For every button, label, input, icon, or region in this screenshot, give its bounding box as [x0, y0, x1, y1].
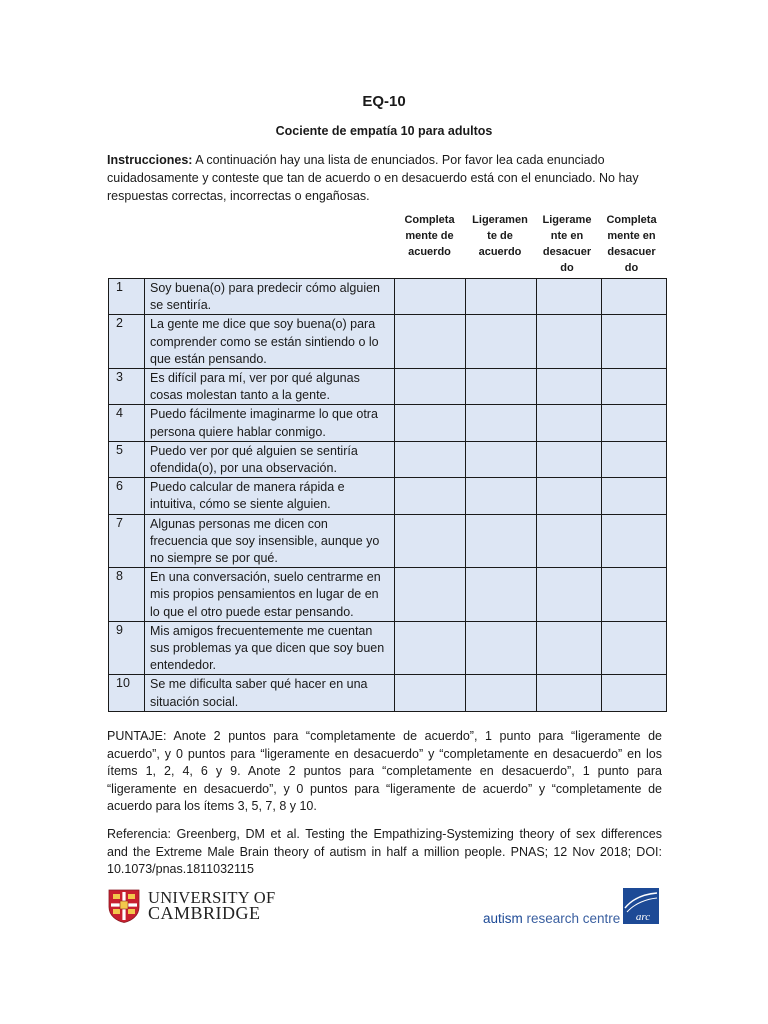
statement-line: comprender como se están sintiendo o lo: [150, 334, 379, 349]
university-line2: CAMBRIDGE: [148, 903, 261, 923]
statement-line: Se me dificulta saber qué hacer en una: [150, 677, 368, 692]
answer-cell-completely-agree[interactable]: [395, 441, 466, 477]
answer-cell-completely-disagree[interactable]: [602, 315, 667, 369]
answer-cell-completely-agree[interactable]: [395, 279, 466, 315]
statement-line: ofendida(o), por una observación.: [150, 461, 337, 476]
answer-cell-slightly-disagree[interactable]: [537, 478, 602, 514]
statement-line: La gente me dice que soy buena(o) para: [150, 317, 376, 332]
arc-word-autism: autism: [483, 911, 523, 926]
answer-cell-completely-agree[interactable]: [395, 568, 466, 622]
statement-line: no siempre se por qué.: [150, 551, 278, 566]
table-row: [109, 315, 667, 369]
answer-cell-completely-agree[interactable]: [395, 315, 466, 369]
column-header-line: Ligeramen: [472, 214, 528, 226]
answer-cell-completely-agree[interactable]: [395, 514, 466, 568]
item-number: 2: [109, 315, 145, 369]
answer-cell-completely-disagree[interactable]: [602, 279, 667, 315]
column-header-line: desacuer: [607, 246, 656, 258]
answer-cell-slightly-disagree[interactable]: [537, 405, 602, 441]
answer-cell-completely-disagree[interactable]: [602, 568, 667, 622]
item-number: 3: [109, 369, 145, 405]
statement-line: Puedo ver por qué alguien se sentiría: [150, 443, 358, 458]
document-subtitle: Cociente de empatía 10 para adultos: [275, 124, 493, 138]
answer-cell-slightly-agree[interactable]: [466, 621, 537, 675]
document-title: EQ-10: [362, 93, 406, 110]
answer-cell-completely-disagree[interactable]: [602, 621, 667, 675]
arc-mark-text: arc: [635, 911, 651, 923]
statement-line: mis propios pensamientos en lugar de en: [150, 587, 379, 602]
statement-line: Soy buena(o) para predecir cómo alguien: [150, 281, 380, 295]
answer-cell-slightly-disagree[interactable]: [537, 568, 602, 622]
statement-line: sus problemas ya que dicen que soy buen: [150, 641, 385, 656]
item-statement: [145, 315, 395, 369]
statement-line: entendedor.: [150, 658, 217, 673]
answer-cell-completely-disagree[interactable]: [602, 369, 667, 405]
questionnaire-table: [108, 278, 667, 712]
answer-cell-slightly-disagree[interactable]: [537, 315, 602, 369]
answer-cell-completely-disagree[interactable]: [602, 514, 667, 568]
answer-cell-completely-disagree[interactable]: [602, 441, 667, 477]
statement-line: cosas molestan tanto a la gente.: [150, 388, 330, 403]
answer-cell-slightly-disagree[interactable]: [537, 514, 602, 568]
table-row: [109, 621, 667, 675]
statement-line: lo que el otro puede estar pensando.: [150, 604, 354, 619]
item-number: 5: [109, 441, 145, 477]
column-header-line: acuerdo: [408, 246, 451, 258]
answer-cell-completely-agree[interactable]: [395, 405, 466, 441]
answer-cell-completely-agree[interactable]: [395, 369, 466, 405]
answer-cell-slightly-agree[interactable]: [466, 478, 537, 514]
answer-cell-slightly-agree[interactable]: [466, 441, 537, 477]
statement-line: En una conversación, suelo centrarme en: [150, 570, 381, 585]
instructions-text: A continuación hay una lista de enunciados. Por favor lea cada enunciado cuidadosamente y conteste que tan de acuerdo o en desacuerdo está con el enunciado. No hay respuestas correctas, incorrectas o engañosas.: [107, 153, 639, 203]
answer-cell-completely-disagree[interactable]: [602, 675, 667, 711]
scoring-paragraph: PUNTAJE: Anote 2 puntos para “completamente de acuerdo”, 1 punto para “ligeramente de acuerdo”, y 0 puntos para “ligeramente en desacuerdo” y “completamente en desacuerdo” en los ítems 1, 2, 4, 6 y 9. Anote 2 puntos para “completamente en desacuerdo”, 1 punto para “ligeramente en desacuerdo”, y 0 puntos para “ligeramente de acuerdo” y “completamente de acuerdo para los ítems 3, 5, 7, 8 y 10.: [107, 729, 662, 813]
table-row: [109, 568, 667, 622]
item-statement: [145, 621, 395, 675]
column-header-line: do: [624, 262, 639, 274]
item-statement: [145, 514, 395, 568]
column-header-completely-disagree: [599, 212, 664, 276]
statement-line: Mis amigos frecuentemente me cuentan: [150, 623, 373, 638]
item-statement: [145, 405, 395, 441]
reference-paragraph: Referencia: Greenberg, DM et al. Testing the Empathizing-Systemizing theory of sex differences and the Extreme Male Brain theory of autism in half a million people. PNAS; 12 Nov 2018; DOI: 10.1073/pnas.1811032115: [107, 827, 662, 876]
answer-cell-slightly-agree[interactable]: [466, 279, 537, 315]
answer-cell-slightly-agree[interactable]: [466, 315, 537, 369]
university-line1: UNIVERSITY OF: [148, 888, 276, 907]
item-number: 7: [109, 514, 145, 568]
answer-cell-completely-agree[interactable]: [395, 621, 466, 675]
answer-cell-slightly-disagree[interactable]: [537, 621, 602, 675]
column-header-line: Completa: [606, 214, 657, 226]
item-number: 6: [109, 478, 145, 514]
statement-line: Puedo fácilmente imaginarme lo que otra: [150, 407, 378, 422]
column-header-line: nte en: [550, 230, 584, 242]
cambridge-shield-icon: [108, 889, 140, 923]
item-statement: [145, 279, 395, 315]
column-header-line: acuerdo: [478, 246, 522, 258]
statement-line: se sentiría.: [150, 298, 212, 313]
statement-line: Puedo calcular de manera rápida e: [150, 480, 345, 495]
table-row: [109, 369, 667, 405]
answer-cell-slightly-agree[interactable]: [466, 514, 537, 568]
table-row: [109, 514, 667, 568]
arc-word-research-centre: research centre: [522, 911, 621, 926]
column-header-slightly-disagree: [535, 212, 599, 276]
statement-line: frecuencia que soy insensible, aunque yo: [150, 533, 380, 548]
answer-cell-completely-agree[interactable]: [395, 675, 466, 711]
column-header-line: desacuer: [542, 246, 592, 258]
answer-cell-slightly-agree[interactable]: [466, 369, 537, 405]
answer-cell-slightly-disagree[interactable]: [537, 675, 602, 711]
item-statement: [145, 478, 395, 514]
answer-cell-completely-disagree[interactable]: [602, 478, 667, 514]
item-statement: [145, 568, 395, 622]
table-row: [109, 441, 667, 477]
item-statement: [145, 675, 395, 711]
column-header-line: mente de: [405, 230, 454, 242]
statement-line: Es difícil para mí, ver por qué algunas: [150, 371, 360, 386]
answer-cell-slightly-disagree[interactable]: [537, 369, 602, 405]
table-row: [109, 405, 667, 441]
statement-line: que están pensando.: [150, 351, 267, 366]
statement-line: situación social.: [150, 694, 239, 709]
column-header-line: mente en: [607, 230, 656, 242]
item-number: 10: [109, 675, 145, 711]
table-row: [109, 478, 667, 514]
item-statement: [145, 369, 395, 405]
statement-line: Algunas personas me dicen con: [150, 516, 328, 531]
answer-cell-slightly-agree[interactable]: [466, 405, 537, 441]
statement-line: intuitiva, cómo se siente alguien.: [150, 497, 331, 512]
column-header-slightly-agree: [465, 212, 535, 260]
answer-cell-slightly-agree[interactable]: [466, 675, 537, 711]
answer-cell-completely-disagree[interactable]: [602, 405, 667, 441]
item-number: 9: [109, 621, 145, 675]
instructions-paragraph: [107, 151, 667, 205]
item-number: 8: [109, 568, 145, 622]
statement-line: persona quiere hablar conmigo.: [150, 424, 326, 439]
item-number: 4: [109, 405, 145, 441]
instructions-label: Instrucciones:: [107, 153, 193, 167]
autism-research-centre-label: [483, 911, 620, 926]
column-header-line: te de: [487, 230, 513, 242]
column-header-line: Completa: [404, 214, 455, 226]
table-row: [109, 279, 667, 315]
answer-cell-slightly-disagree[interactable]: [537, 441, 602, 477]
column-header-completely-agree: [394, 212, 465, 260]
answer-cell-completely-agree[interactable]: [395, 478, 466, 514]
arc-logo-icon: [623, 888, 659, 924]
table-row: [109, 675, 667, 711]
item-statement: [145, 441, 395, 477]
column-header-line: Ligerame: [542, 214, 592, 226]
column-header-line: do: [560, 262, 574, 274]
item-number: 1: [109, 279, 145, 315]
answer-cell-slightly-agree[interactable]: [466, 568, 537, 622]
answer-cell-slightly-disagree[interactable]: [537, 279, 602, 315]
